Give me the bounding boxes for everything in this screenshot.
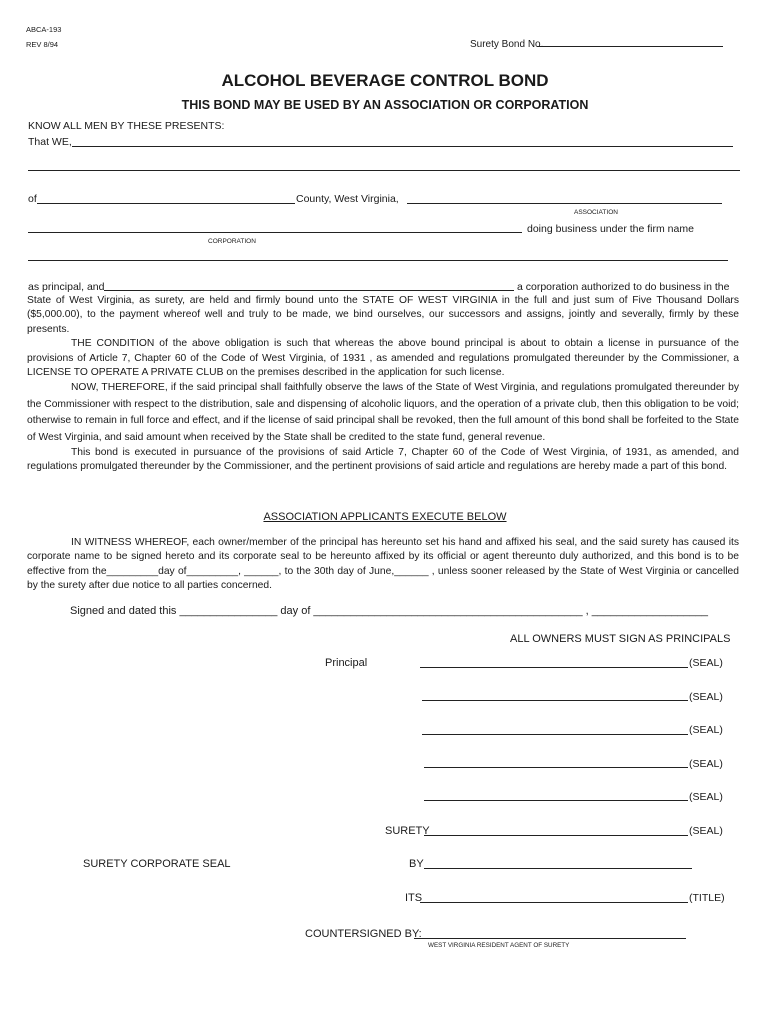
seal-label-1: (SEAL) bbox=[689, 657, 723, 669]
countersigned-signature[interactable] bbox=[414, 938, 686, 939]
know-all-heading: KNOW ALL MEN BY THESE PRESENTS: bbox=[28, 120, 225, 132]
county-label: County, West Virginia, bbox=[296, 193, 399, 205]
firm-name-field[interactable] bbox=[28, 260, 728, 261]
corporation-caption: CORPORATION bbox=[208, 238, 256, 245]
as-principal-label: as principal, and bbox=[28, 281, 105, 293]
seal-label-5: (SEAL) bbox=[689, 791, 723, 803]
countersigned-label: COUNTERSIGNED BY: bbox=[305, 928, 422, 940]
seal-label-surety: (SEAL) bbox=[689, 825, 723, 837]
of-label: of bbox=[28, 193, 37, 205]
title-label: (TITLE) bbox=[689, 892, 725, 904]
wv-agent-caption: WEST VIRGINIA RESIDENT AGENT OF SURETY bbox=[428, 942, 570, 949]
paragraph-condition: THE CONDITION of the above obligation is such that whereas the above bound principal is about to obtain a license in pursuance of the provisions of Article 7, Chapter 60 of the Code of West Virginia, of 1931 , as amended and regulations promulgated thereunder by the Commissioner, a LICENSE TO OPERATE A PRIVATE CLUB on the premises described in the application for such license. bbox=[27, 338, 739, 379]
paragraph-bound-sum: State of West Virginia, as surety, are held and firmly bound unto the STATE OF WEST VIRGINIA in the full and just sum of Five Thousand Dollars ($5,000.00), to the payment whereof well and truly to be made, we bind ourselves, our successors and assigns, jointly and severally, firmly by these presents. bbox=[27, 295, 739, 335]
surety-company-field[interactable] bbox=[104, 290, 514, 291]
city-field[interactable] bbox=[37, 203, 295, 204]
owners-must-sign: ALL OWNERS MUST SIGN AS PRINCIPALS bbox=[510, 633, 731, 645]
association-field[interactable] bbox=[407, 203, 722, 204]
revision-label: REV 8/94 bbox=[26, 40, 59, 49]
that-we-label: That WE, bbox=[28, 136, 72, 148]
principal-name-field-2[interactable] bbox=[28, 170, 740, 171]
corporation-field[interactable] bbox=[28, 232, 522, 233]
execute-heading: ASSOCIATION APPLICANTS EXECUTE BELOW bbox=[263, 511, 507, 523]
principal-label: Principal bbox=[325, 657, 368, 669]
by-label: BY bbox=[409, 858, 424, 870]
surety-label: SURETY bbox=[385, 825, 430, 837]
principal-signature-1[interactable] bbox=[420, 667, 688, 668]
document-title: ALCOHOL BEVERAGE CONTROL BOND bbox=[221, 71, 549, 90]
witness-block bbox=[27, 536, 739, 594]
seal-label-2: (SEAL) bbox=[689, 691, 723, 703]
seal-label-3: (SEAL) bbox=[689, 724, 723, 736]
principal-name-field[interactable] bbox=[72, 146, 733, 147]
signed-dated-line[interactable]: Signed and dated this ________________ day of ____________________________________________ , ___________________ bbox=[70, 605, 709, 617]
principal-signature-3[interactable] bbox=[422, 734, 688, 735]
bond-terms bbox=[27, 294, 739, 475]
doing-business-label: doing business under the firm name bbox=[527, 223, 694, 235]
surety-bond-label: Surety Bond No. bbox=[470, 39, 544, 50]
witness-paragraph: IN WITNESS WHEREOF, each owner/member of the principal has hereunto set his hand and affixed his seal, and the said surety has caused its corporate name to be signed hereto and its corporate seal to be hereunto affixed by its official or agent thereunto duly authorized, and this bond is to be effective from the_________day of_________, ______, to the 30th day of June,______ , unless sooner released by the State of West Virginia or cancelled by the surety after due notice to all parties concerned. bbox=[27, 537, 739, 592]
paragraph-now-therefore: NOW, THEREFORE, if the said principal shall faithfully observe the laws of the State of West Virginia, and regulations promulgated thereunder by the Commissioner with respect to the distribution, sale and dispensing of alcoholic liquors, and the operation of a private club, then this obligation to be void; otherwise to remain in full force and effect, and if the license of said principal shall be revoked, then the full amount of this bond shall be forfeited to the State of West Virginia, and said amount when received by the State shall be credited to the state fund, general revenue. bbox=[27, 382, 739, 443]
association-caption: ASSOCIATION bbox=[574, 209, 618, 216]
principal-signature-4[interactable] bbox=[424, 767, 688, 768]
surety-signature[interactable] bbox=[424, 835, 688, 836]
corp-authorized-label: a corporation authorized to do business in the bbox=[517, 281, 730, 293]
paragraph-executed: This bond is executed in pursuance of the provisions of said Article 7, Chapter 60 of the Code of West Virginia, of 1931, as amended, and regulations promulgated thereunder by the Commissioner, and the pertinent provisions of said article and regulations are hereby made a part of this bond. bbox=[27, 447, 739, 473]
its-label: ITS bbox=[405, 892, 423, 904]
principal-signature-2[interactable] bbox=[422, 700, 688, 701]
surety-bond-number-field[interactable] bbox=[537, 46, 723, 47]
by-signature[interactable] bbox=[424, 868, 692, 869]
principal-signature-5[interactable] bbox=[424, 800, 688, 801]
document-subtitle: THIS BOND MAY BE USED BY AN ASSOCIATION OR CORPORATION bbox=[181, 98, 589, 112]
surety-corporate-seal: SURETY CORPORATE SEAL bbox=[83, 858, 231, 870]
form-code: ABCA-193 bbox=[26, 25, 62, 34]
its-title-field[interactable] bbox=[420, 902, 688, 903]
seal-label-4: (SEAL) bbox=[689, 758, 723, 770]
